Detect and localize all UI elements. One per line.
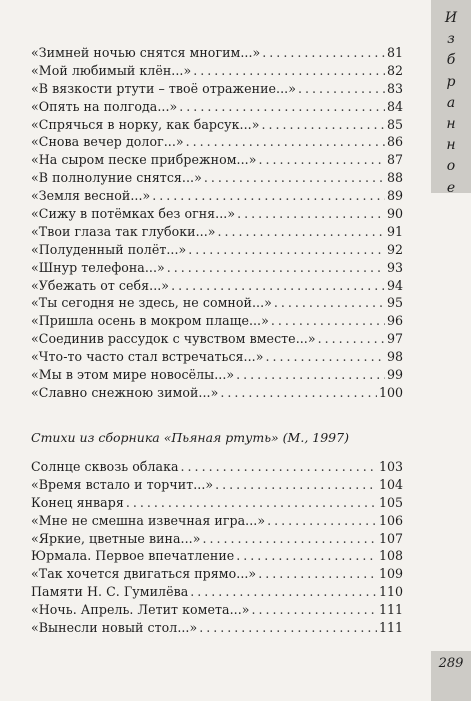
toc-entry — [31, 458, 403, 476]
toc-entry-page: 110 — [378, 584, 403, 600]
toc-section-a — [31, 44, 403, 402]
toc-entry — [31, 384, 403, 402]
toc-dot-leader — [179, 98, 385, 116]
toc-entry — [31, 277, 403, 295]
side-title-letter: н — [446, 116, 456, 133]
toc-entry — [31, 366, 403, 384]
toc-entry-page: 100 — [378, 384, 403, 400]
toc-entry — [31, 98, 403, 116]
toc-entry — [31, 241, 403, 259]
toc-entry-page: 84 — [386, 98, 403, 114]
toc-dot-leader — [181, 458, 377, 476]
toc-entry-page: 89 — [386, 188, 403, 204]
toc-entry-page: 88 — [386, 170, 403, 186]
toc-entry-page: 91 — [386, 223, 403, 239]
toc-entry — [31, 547, 403, 565]
toc-entry-page: 105 — [378, 494, 403, 510]
side-title-letter: н — [446, 137, 456, 154]
toc-entry-page: 99 — [386, 367, 403, 383]
toc-entry-title: «Мне не смешна извечная игра...» — [31, 512, 266, 528]
toc-entry-title: Конец января — [31, 494, 124, 510]
toc-entry-title: «Земля весной...» — [31, 188, 151, 204]
toc-dot-leader — [171, 277, 385, 295]
toc-entry-title: «Спрячься в норку, как барсук...» — [31, 116, 260, 132]
toc-entry-title: «Шнур телефона...» — [31, 259, 165, 275]
toc-entry-title: «Сижу в потёмках без огня...» — [31, 206, 236, 222]
toc-entry-page: 109 — [378, 566, 403, 582]
toc-entry — [31, 223, 403, 241]
toc-dot-leader — [188, 241, 385, 259]
toc-entry — [31, 44, 403, 62]
toc-dot-leader — [190, 583, 377, 601]
toc-entry-title: «Мы в этом мире новосёлы...» — [31, 367, 235, 383]
toc-dot-leader — [236, 366, 385, 384]
side-title-letter: р — [446, 73, 456, 90]
toc-dot-leader — [220, 384, 377, 402]
toc-entry — [31, 601, 403, 619]
toc-entry-page: 106 — [378, 512, 403, 528]
toc-dot-leader — [152, 187, 385, 205]
toc-entry-page: 107 — [378, 530, 403, 546]
toc-dot-leader — [202, 530, 377, 548]
toc-entry-title: «Вынесли новый стол...» — [31, 620, 198, 636]
toc-dot-leader — [193, 62, 385, 80]
toc-dot-leader — [252, 601, 377, 619]
toc-entry — [31, 530, 403, 548]
toc-dot-leader — [298, 80, 385, 98]
toc-entry-page: 90 — [386, 206, 403, 222]
side-title-letter: е — [446, 179, 456, 196]
toc-section-b — [31, 458, 403, 637]
toc-entry — [31, 62, 403, 80]
toc-entry-title: «В вязкости ртути – твоё отражение...» — [31, 80, 296, 96]
toc-dot-leader — [258, 151, 385, 169]
section-heading: Стихи из сборника «Пьяная ртуть» (М., 1997) — [31, 430, 349, 445]
side-title-letter: з — [447, 31, 455, 48]
toc-entry-page: 86 — [386, 134, 403, 150]
toc-dot-leader — [218, 223, 385, 241]
side-title — [431, 8, 471, 199]
toc-entry-title: Солнце сквозь облака — [31, 459, 179, 474]
toc-entry — [31, 133, 403, 151]
toc-entry — [31, 80, 403, 98]
toc-dot-leader — [258, 565, 377, 583]
toc-entry — [31, 330, 403, 348]
toc-entry-page: 96 — [386, 313, 403, 329]
toc-entry — [31, 169, 403, 187]
toc-entry — [31, 494, 403, 512]
toc-entry-title: «Славно снежною зимой...» — [31, 384, 219, 400]
toc-dot-leader — [274, 294, 385, 312]
side-title-letter: б — [446, 52, 456, 69]
toc-entry — [31, 348, 403, 366]
side-title-letter: а — [446, 94, 456, 111]
toc-entry-title: «Так хочется двигаться прямо...» — [31, 566, 257, 582]
toc-entry — [31, 476, 403, 494]
toc-entry-title: «Мой любимый клён...» — [31, 62, 192, 78]
toc-dot-leader — [199, 619, 377, 637]
toc-dot-leader — [186, 133, 385, 151]
page-number: 289 — [438, 656, 464, 671]
toc-entry-title: Памяти Н. С. Гумилёва — [31, 584, 189, 600]
toc-entry-title: «Снова вечер долог...» — [31, 134, 184, 150]
toc-dot-leader — [126, 494, 377, 512]
toc-dot-leader — [237, 205, 385, 223]
toc-entry-page: 82 — [386, 62, 403, 78]
toc-entry-title: «Соединив рассудок с чувством вместе...» — [31, 331, 316, 347]
toc-entry-title: «Время встало и торчит...» — [31, 476, 214, 492]
toc-dot-leader — [167, 259, 385, 277]
toc-entry — [31, 151, 403, 169]
toc-entry-title: Юрмала. Первое впечатление — [31, 548, 235, 564]
toc-dot-leader — [267, 512, 377, 530]
toc-entry-page: 97 — [386, 331, 403, 347]
toc-entry-page: 103 — [378, 459, 403, 474]
toc-dot-leader — [261, 116, 385, 134]
toc-entry — [31, 512, 403, 530]
toc-entry — [31, 205, 403, 223]
side-title-letter: И — [444, 10, 458, 26]
toc-entry-page: 85 — [386, 116, 403, 132]
toc-dot-leader — [318, 330, 385, 348]
toc-entry — [31, 259, 403, 277]
toc-entry-page: 98 — [386, 349, 403, 365]
toc-entry-page: 111 — [378, 620, 403, 636]
page-number-box — [431, 651, 471, 701]
toc-entry-title: «Зимней ночью снятся многим...» — [31, 45, 261, 60]
toc-entry-title: «Убежать от себя...» — [31, 277, 170, 293]
toc-dot-leader — [236, 547, 377, 565]
toc-entry-title: «Ты сегодня не здесь, не сомной...» — [31, 295, 272, 311]
toc-entry-page: 81 — [386, 45, 403, 60]
toc-entry-title: «На сыром песке прибрежном...» — [31, 152, 257, 168]
side-title-letter: о — [446, 158, 456, 175]
toc-entry — [31, 187, 403, 205]
toc-dot-leader — [215, 476, 377, 494]
toc-dot-leader — [271, 312, 385, 330]
toc-entry — [31, 312, 403, 330]
toc-entry-title: «Ночь. Апрель. Летит комета...» — [31, 602, 250, 618]
toc-entry-page: 95 — [386, 295, 403, 311]
toc-entry-title: «Яркие, цветные вина...» — [31, 530, 201, 546]
toc-entry-title: «Твои глаза так глубоки...» — [31, 223, 216, 239]
toc-entry-title: «Что-то часто стал встречаться...» — [31, 349, 264, 365]
toc-dot-leader — [204, 169, 385, 187]
toc-entry-page: 108 — [378, 548, 403, 564]
toc-entry — [31, 116, 403, 134]
toc-entry — [31, 619, 403, 637]
toc-entry — [31, 583, 403, 601]
toc-entry — [31, 294, 403, 312]
toc-entry-title: «В полнолуние снятся...» — [31, 170, 202, 186]
toc-entry-page: 94 — [386, 277, 403, 293]
toc-entry-page: 87 — [386, 152, 403, 168]
toc-entry-page: 104 — [378, 476, 403, 492]
toc-entry-title: «Пришла осень в мокром плаще...» — [31, 313, 269, 329]
toc-entry-title: «Полуденный полёт...» — [31, 241, 187, 257]
toc-entry-page: 83 — [386, 80, 403, 96]
toc-dot-leader — [262, 44, 385, 62]
toc-entry-page: 92 — [386, 241, 403, 257]
toc-entry — [31, 565, 403, 583]
toc-entry-page: 111 — [378, 602, 403, 618]
toc-entry-title: «Опять на полгода...» — [31, 98, 178, 114]
toc-entry-page: 93 — [386, 259, 403, 275]
toc-dot-leader — [265, 348, 385, 366]
